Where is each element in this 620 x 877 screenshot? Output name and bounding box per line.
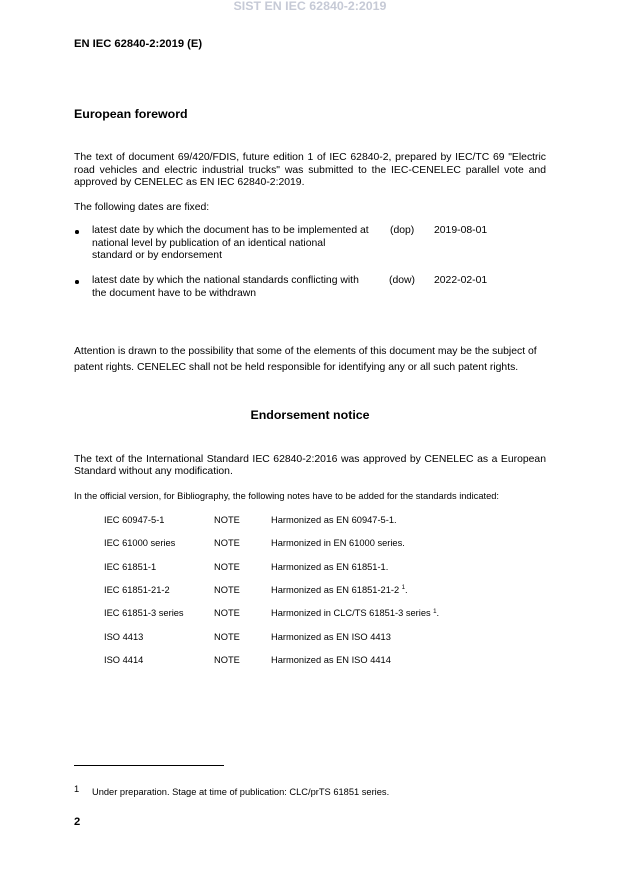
date-description (92, 225, 369, 263)
note-label: NOTE (214, 631, 240, 642)
date-code: (dop) (390, 225, 415, 236)
footnote-separator (74, 765, 224, 766)
endorsement-paragraph (74, 454, 546, 479)
date-description-line: latest date by which the document has to be implemented at (92, 225, 369, 236)
date-description-line: latest date by which the national standards conflicting with (92, 275, 359, 286)
patent-notice-line: Attention is drawn to the possibility that some of the elements of this document may be the subject of (74, 346, 537, 358)
note-row (0, 537, 620, 560)
footnote-ref: 1 (401, 584, 406, 592)
paragraph-line: The text of document 69/420/FDIS, future edition 1 of IEC 62840-2, prepared by IEC/TC 69 "Electric (74, 152, 546, 163)
watermark: SIST EN IEC 62840-2:2019 (233, 0, 387, 13)
date-item-dop (0, 225, 620, 265)
note-row (0, 607, 620, 630)
note-text: Harmonized as EN ISO 4413 (271, 631, 391, 642)
endorsement-notice-title: Endorsement notice (250, 408, 370, 423)
note-text-end: . (405, 585, 408, 596)
bullet-icon (75, 280, 79, 284)
page-number: 2 (74, 815, 81, 828)
note-text: Harmonized as EN ISO 4414 (271, 655, 391, 666)
note-label: NOTE (214, 585, 240, 596)
note-label: NOTE (214, 538, 240, 549)
date-item-dow (0, 275, 620, 315)
date-code: (dow) (389, 275, 415, 286)
paragraph-line: Standard without any modification. (74, 466, 233, 478)
note-standard: IEC 60947-5-1 (104, 515, 165, 526)
document-id-header: EN IEC 62840-2:2019 (E) (74, 37, 203, 50)
note-row (0, 514, 620, 537)
footnote-text: Under preparation. Stage at time of publication: CLC/prTS 61851 series. (92, 787, 390, 798)
note-text: Harmonized in EN 61000 series. (271, 538, 405, 549)
dates-intro: The following dates are fixed: (74, 202, 210, 213)
note-row (0, 631, 620, 654)
paragraph-line: approved by CENELEC as EN IEC 62840-2:2019. (74, 177, 305, 188)
paragraph-line: The text of the International Standard IEC 62840-2:2016 was approved by CENELEC as a European (74, 453, 546, 465)
note-label: NOTE (214, 515, 240, 526)
note-row (0, 584, 620, 607)
note-standard: IEC 61851-3 series (104, 608, 184, 619)
footnote-marker: 1 (74, 784, 80, 794)
note-standard: IEC 61851-21-2 (104, 585, 170, 596)
patent-notice (74, 344, 546, 376)
footnote-ref: 1 (433, 607, 437, 615)
date-value: 2019-08-01 (434, 225, 488, 236)
notes-intro: In the official version, for Bibliography, the following notes have to be added for the standards indicated: (74, 491, 499, 502)
note-label: NOTE (214, 561, 240, 572)
note-text-cell (271, 607, 439, 619)
date-description (92, 275, 359, 300)
patent-notice-line: patent rights. CENELEC shall not be held responsible for identifying any or all such patent rights. (74, 362, 519, 374)
date-description-line: national level by publication of an identical national (92, 237, 326, 249)
note-text: Harmonized in CLC/TS 61851-3 series (271, 608, 431, 619)
note-standard: IEC 61851-1 (104, 561, 157, 572)
bullet-icon (75, 230, 79, 234)
note-text: Harmonized as EN 60947-5-1. (271, 515, 397, 526)
note-standard: ISO 4414 (104, 655, 144, 666)
note-text: Harmonized as EN 61851-21-2 (271, 585, 400, 596)
note-text-cell (271, 584, 408, 596)
date-value: 2022-02-01 (434, 275, 488, 286)
bibliography-notes-table (0, 514, 620, 677)
date-description-line: the document have to be withdrawn (92, 287, 257, 299)
date-description-line: standard or by endorsement (92, 250, 222, 261)
foreword-paragraph (74, 152, 546, 190)
note-row (0, 654, 620, 677)
european-foreword-title: European foreword (74, 107, 188, 122)
note-standard: IEC 61000 series (104, 538, 176, 549)
note-text-end: . (436, 608, 440, 619)
note-label: NOTE (214, 608, 240, 619)
note-standard: ISO 4413 (104, 631, 144, 642)
note-text: Harmonized as EN 61851-1. (271, 561, 389, 572)
note-label: NOTE (214, 655, 240, 666)
note-row (0, 561, 620, 584)
paragraph-line: road vehicles and electric industrial trucks" was submitted to the IEC-CENELEC parallel vote and (74, 164, 546, 176)
